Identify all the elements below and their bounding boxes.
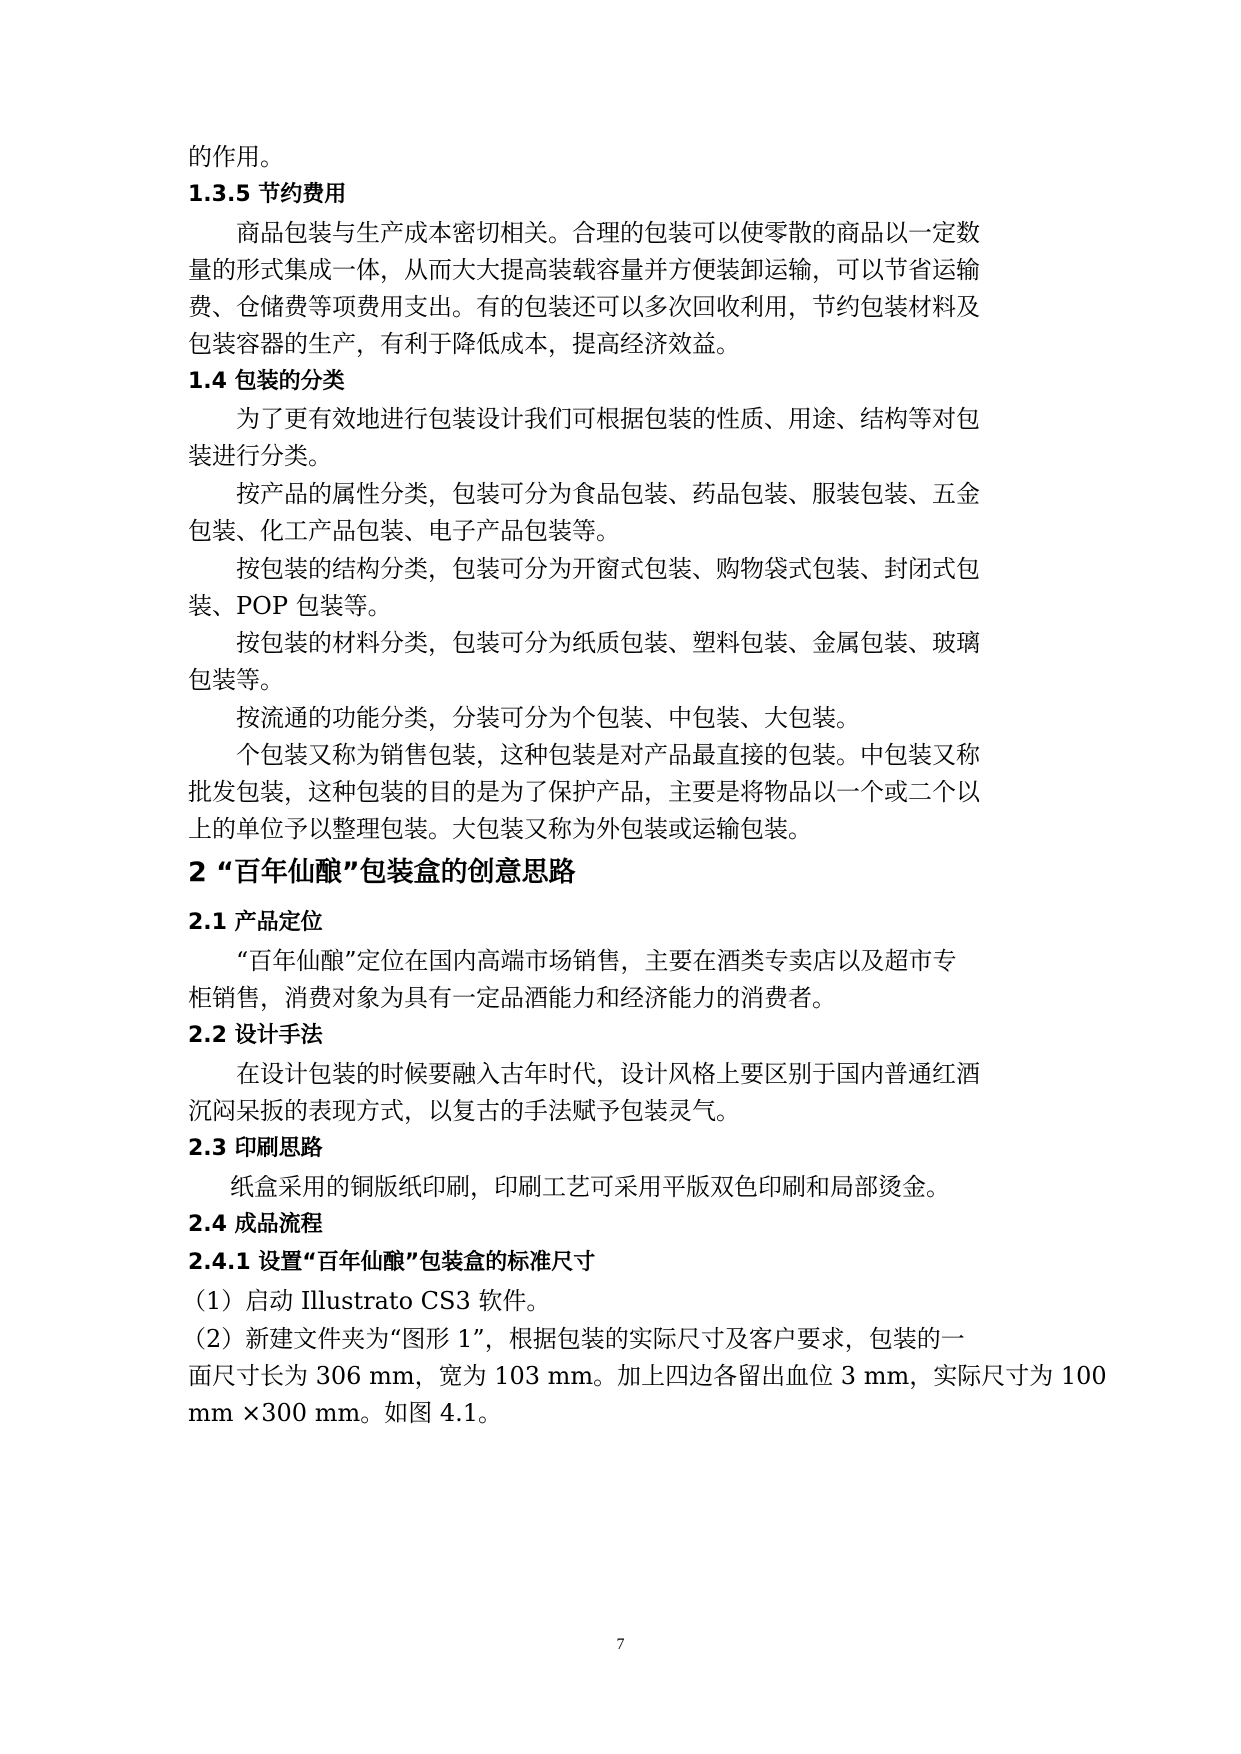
chapter-heading: 2 “百年仙酿”包装盒的创意思路: [188, 857, 576, 888]
section-heading: 2.1 产品定位: [188, 910, 323, 935]
text-line: 按流通的功能分类，分装可分为个包装、中包装、大包装。: [236, 704, 860, 732]
text-line: 为了更有效地进行包装设计我们可根据包装的性质、用途、结构等对包: [236, 405, 980, 433]
section-heading: 2.4.1 设置“百年仙酿”包装盒的标准尺寸: [188, 1250, 596, 1275]
section-heading: 1.4 包装的分类: [188, 369, 345, 394]
text-line: 的作用。: [188, 143, 284, 171]
section-heading: 1.3.5 节约费用: [188, 182, 347, 207]
page-number: 7: [616, 1636, 625, 1653]
text-line: 柜销售，消费对象为具有一定品酒能力和经济能力的消费者。: [188, 984, 836, 1012]
text-line: 装、POP 包装等。: [188, 592, 392, 620]
text-line: “百年仙酿”定位在国内高端市场销售，主要在酒类专卖店以及超市专: [236, 947, 957, 975]
text-line: 费、仓储费等项费用支出。有的包装还可以多次回收利用，节约包装材料及: [188, 293, 980, 321]
text-line: （1）启动 Illustrato CS3 软件。: [182, 1287, 551, 1315]
text-line: 批发包装，这种包装的目的是为了保护产品，主要是将物品以一个或二个以: [188, 778, 980, 806]
text-line: 装进行分类。: [188, 442, 332, 470]
text-line: 按产品的属性分类，包装可分为食品包装、药品包装、服装包装、五金: [236, 480, 980, 508]
text-line: 商品包装与生产成本密切相关。合理的包装可以使零散的商品以一定数: [236, 219, 980, 247]
section-heading: 2.3 印刷思路: [188, 1136, 323, 1161]
text-line: 包装、化工产品包装、电子产品包装等。: [188, 517, 620, 545]
text-line: 沉闷呆扳的表现方式，以复古的手法赋予包装灵气。: [188, 1097, 740, 1125]
text-line: mm ×300 mm。如图 4.1。: [188, 1399, 503, 1427]
text-line: 在设计包装的时候要融入古年时代，设计风格上要区别于国内普通红酒: [236, 1060, 980, 1088]
text-line: 个包装又称为销售包装，这种包装是对产品最直接的包装。中包装又称: [236, 741, 980, 769]
section-heading: 2.2 设计手法: [188, 1023, 323, 1048]
text-line: 按包装的结构分类，包装可分为开窗式包装、购物袋式包装、封闭式包: [236, 555, 980, 583]
text-line: （2）新建文件夹为“图形 1”，根据包装的实际尺寸及客户要求，包装的一: [182, 1325, 965, 1353]
section-heading: 2.4 成品流程: [188, 1212, 323, 1237]
text-line: 纸盒采用的铜版纸印刷，印刷工艺可采用平版双色印刷和局部烫金。: [230, 1173, 950, 1201]
text-line: 面尺寸长为 306 mm，宽为 103 mm。加上四边各留出血位 3 mm，实际尺寸为 100: [188, 1362, 1107, 1390]
text-line: 上的单位予以整理包装。大包装又称为外包装或运输包装。: [188, 815, 812, 843]
text-line: 按包装的材料分类，包装可分为纸质包装、塑料包装、金属包装、玻璃: [236, 629, 980, 657]
text-line: 包装容器的生产，有利于降低成本，提高经济效益。: [188, 330, 740, 358]
text-line: 量的形式集成一体，从而大大提高装载容量并方便装卸运输，可以节省运输: [188, 256, 980, 284]
text-line: 包装等。: [188, 666, 284, 694]
